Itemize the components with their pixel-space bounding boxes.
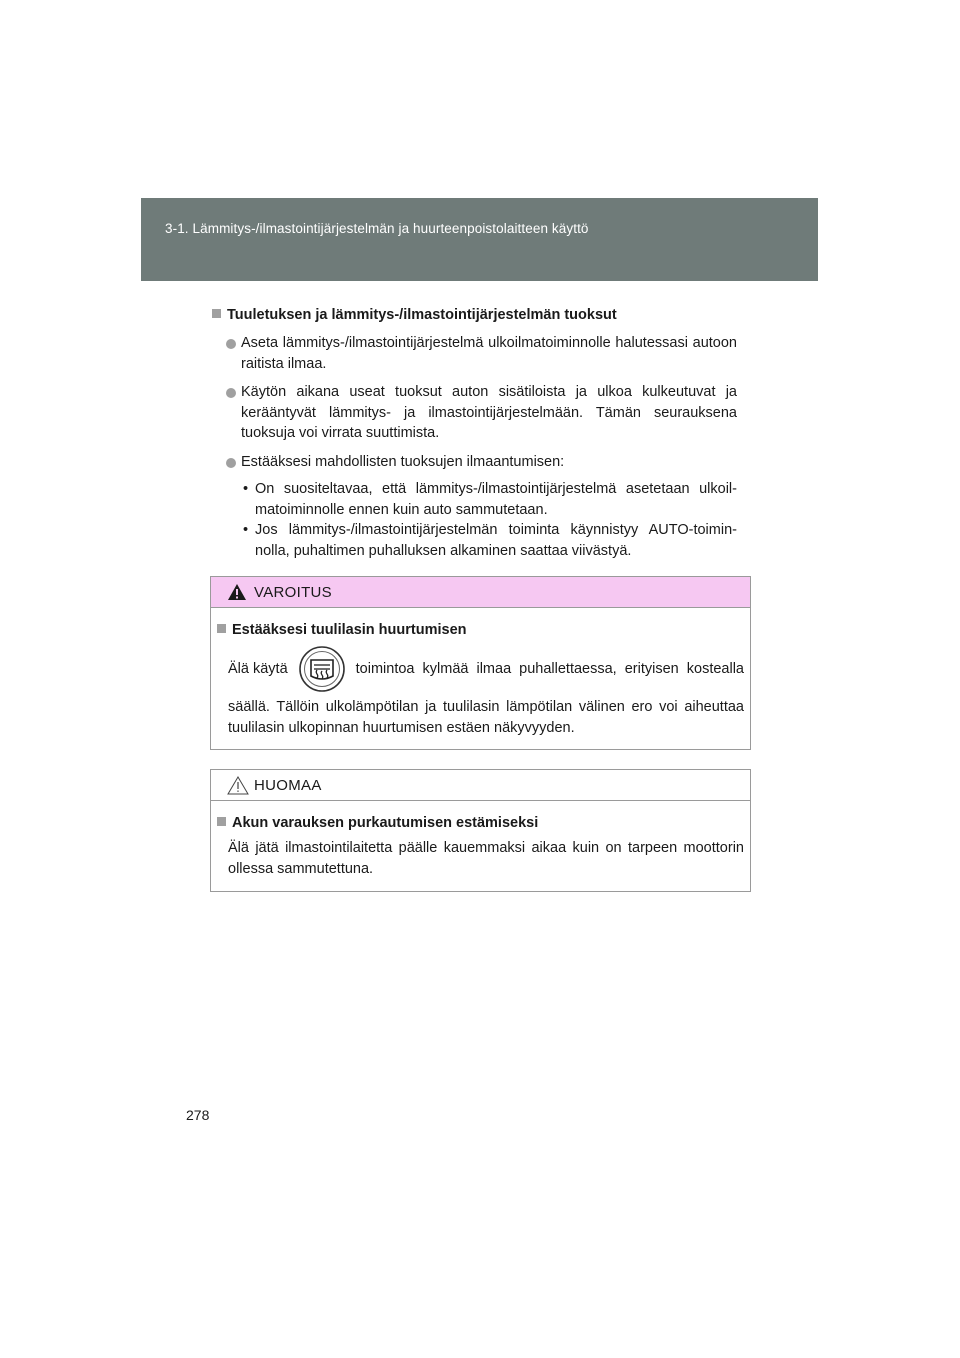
sub-bullet-marker: •	[243, 481, 249, 497]
notice-title-text: Akun varauksen purkautumisen estämiseksi	[232, 815, 539, 831]
warning-triangle-icon	[227, 583, 247, 601]
section-heading	[212, 305, 737, 325]
warning-text-after-icon: toimintoa kylmää ilmaa puhallettaessa, erityisen kostealla	[355, 660, 744, 677]
sub-list-item	[212, 520, 737, 561]
warning-box-header	[211, 577, 750, 608]
notice-text: Älä jätä ilmastointilaitetta päälle kauemmaksi aikaa kuin on tarpeen moottorin ollessa sammutettuna.	[228, 840, 744, 877]
warning-label: VAROITUS	[254, 584, 332, 601]
chapter-header-band	[141, 198, 818, 281]
notice-triangle-icon	[227, 776, 249, 795]
round-bullet-icon	[226, 458, 236, 468]
rear-defroster-icon	[298, 645, 346, 693]
chapter-title: 3-1. Lämmitys-/ilmastointijärjestelmän ja huurteenpoistolaitteen käyttö	[165, 221, 589, 236]
list-item	[212, 333, 737, 374]
square-bullet-icon	[217, 624, 226, 633]
square-bullet-icon	[217, 817, 226, 826]
notice-label: HUOMAA	[254, 777, 322, 794]
notice-title	[217, 813, 744, 833]
sub-list-item-text: On suositeltavaa, että lämmitys-/ilmastointijärjestelmä asetetaan ulkoilmatoiminnolle ennen kuin auto sammutetaan.	[255, 481, 737, 518]
square-bullet-icon	[212, 309, 221, 318]
list-item-text: Estääksesi mahdollisten tuoksujen ilmaantumisen:	[241, 453, 565, 470]
warning-text	[217, 645, 744, 738]
warning-box	[210, 576, 751, 750]
warning-title	[217, 620, 744, 640]
main-content	[212, 305, 737, 561]
page-number: 278	[186, 1107, 210, 1123]
list-item	[212, 452, 737, 473]
warning-text-before-icon: Älä käytä	[228, 660, 288, 677]
sub-list	[212, 479, 737, 561]
sub-bullet-marker: •	[243, 522, 249, 538]
sub-list-item	[212, 479, 737, 520]
warning-title-text: Estääksesi tuulilasin huurtumisen	[232, 622, 467, 638]
warning-first-line	[228, 645, 744, 693]
list-item	[212, 382, 737, 444]
section-title: Tuuletuksen ja lämmitys-/ilmastointijärjestelmän tuoksut	[227, 307, 617, 323]
list-item-text: Aseta lämmitys-/ilmastointijärjestelmä ulkoilmatoiminnolle halutessasi autoon raitista ilmaa.	[241, 335, 737, 372]
notice-box	[210, 769, 751, 892]
warning-text-rest: säällä. Tällöin ulkolämpötilan ja tuulilasin lämpötilan välinen ero voi aiheuttaa tuulilasin ulkopinnan huurtumisen estäen näkyvyyden.	[228, 699, 744, 736]
sub-list-item-text: Jos lämmitys-/ilmastointijärjestelmän toiminta käynnistyy AUTO-toiminnolla, puhaltimen puhalluksen alkaminen saattaa viivästyä.	[255, 522, 737, 559]
list-item-text: Käytön aikana useat tuoksut auton sisätiloista ja ulkoa kulkeutuvat ja kerääntyvät lämmitys- ja ilmastointijärjestelmään. Tämän seurauksena tuoksuja voi virrata suuttimista.	[241, 384, 737, 441]
round-bullet-icon	[226, 388, 236, 398]
round-bullet-icon	[226, 339, 236, 349]
notice-box-header	[211, 770, 750, 801]
